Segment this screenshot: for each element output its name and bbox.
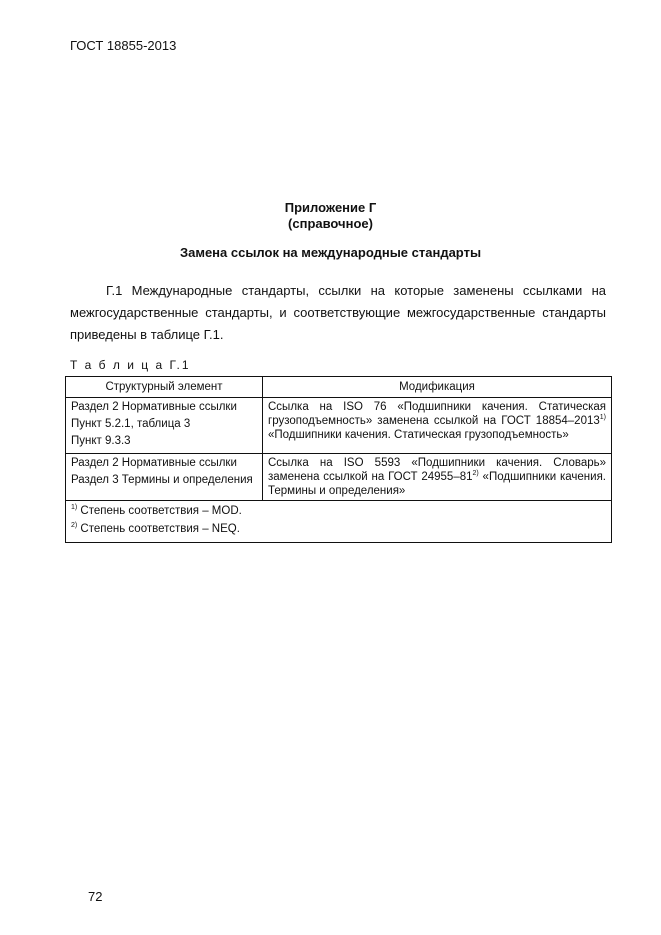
document-header: ГОСТ 18855-2013 — [70, 38, 177, 53]
table-caption: Т а б л и ц а Г.1 — [70, 358, 191, 372]
table-footnote — [71, 522, 606, 536]
appendix-subtitle: (справочное) — [288, 216, 373, 231]
structural-element-cell — [66, 454, 263, 501]
body-paragraph: Г.1 Международные стандарты, ссылки на которые заменены ссылками на межгосударственные стандарты, и соответствующие межгосударственные стандарты приведены в таблице Г.1. — [70, 283, 606, 342]
references-table — [65, 376, 612, 543]
footnote-mark: 1) — [71, 504, 78, 512]
structural-element-cell — [66, 398, 263, 454]
modification-cell — [263, 454, 612, 501]
table-footnotes-cell — [66, 501, 612, 543]
modification-text: Ссылка на ISO 5593 «Подшипники качения. Словарь» заменена ссылкой на ГОСТ 24955–81 — [268, 457, 606, 483]
appendix-heading — [0, 200, 661, 232]
appendix-title: Приложение Г — [284, 200, 377, 215]
table-row — [66, 454, 612, 501]
footnote-text: Степень соответствия – MOD. — [77, 505, 242, 517]
modification-text: «Подшипники качения. Термины и определения» — [268, 471, 606, 497]
element-line: Пункт 5.2.1, таблица 3 — [71, 418, 191, 430]
footnote-mark: 2) — [71, 522, 78, 530]
column-header-modification: Модификация — [263, 377, 612, 398]
modification-text: «Подшипники качения. Статическая грузоподъемность» — [268, 429, 569, 441]
footnote-mark: 1) — [599, 414, 606, 422]
element-line: Раздел 2 Нормативные ссылки — [71, 401, 237, 413]
table-footnote — [71, 504, 606, 518]
column-header-element: Структурный элемент — [66, 377, 263, 398]
element-line: Раздел 3 Термины и определения — [71, 474, 253, 486]
section-title: Замена ссылок на международные стандарты — [179, 245, 482, 260]
table-header-row — [66, 377, 612, 398]
modification-text: Ссылка на ISO 76 «Подшипники качения. Статическая грузоподъемность» заменена ссылкой на ГОСТ 18854–2013 — [268, 401, 606, 427]
page-number: 72 — [88, 889, 103, 904]
element-line: Раздел 2 Нормативные ссылки — [71, 457, 237, 469]
element-line: Пункт 9.3.3 — [71, 435, 131, 447]
footnote-mark: 2) — [472, 470, 479, 478]
modification-cell — [263, 398, 612, 454]
table-row — [66, 398, 612, 454]
footnote-text: Степень соответствия – NEQ. — [77, 523, 240, 535]
table-footnotes-row — [66, 501, 612, 543]
